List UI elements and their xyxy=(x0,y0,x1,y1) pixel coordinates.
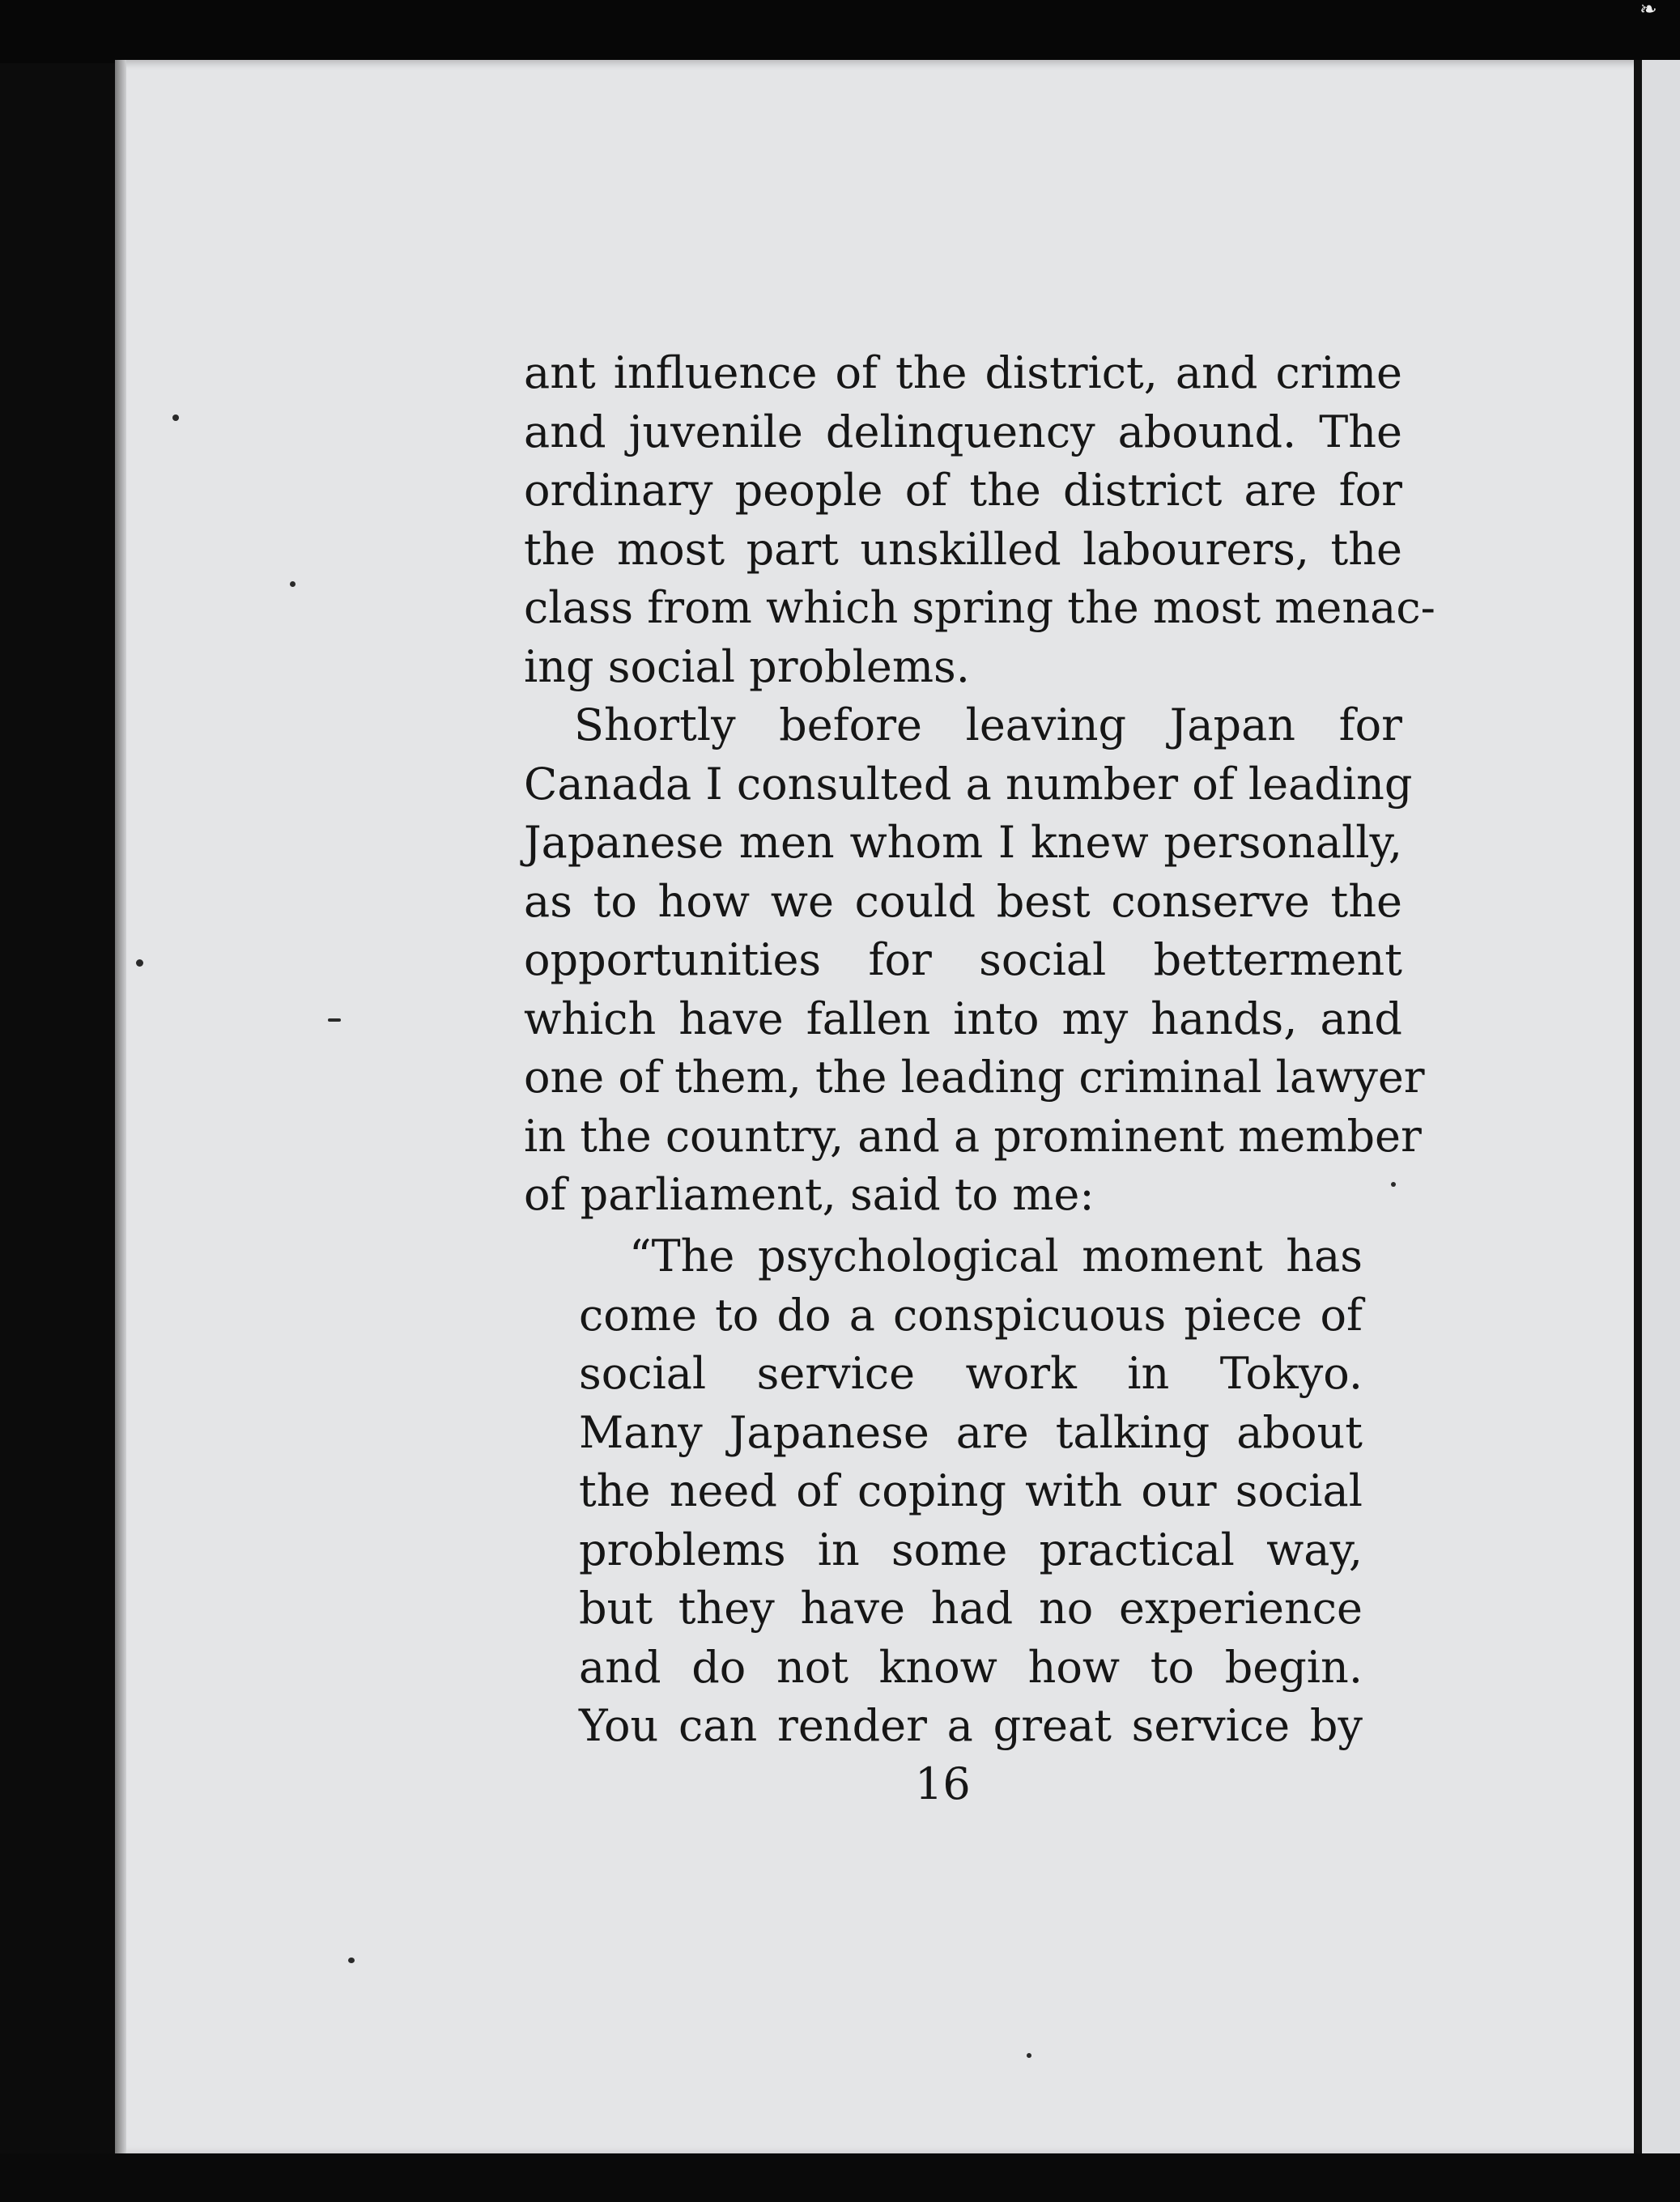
quote-line: “The psychological moment has xyxy=(629,1231,1363,1282)
text-line: and juvenile delinquency abound. The xyxy=(524,406,1402,457)
scan-border-top xyxy=(0,0,1680,63)
page-binding-edge xyxy=(115,60,126,2153)
text-line: class from which spring the most menac- xyxy=(524,582,1435,633)
text-line: in the country, and a prominent member xyxy=(524,1110,1422,1162)
page-number: 16 xyxy=(915,1758,971,1809)
quote-line: but they have had no experience xyxy=(579,1583,1363,1634)
text-line: ordinary people of the district are for xyxy=(524,465,1402,516)
text-line: Shortly before leaving Japan for xyxy=(574,699,1402,750)
page-gutter xyxy=(1634,60,1642,2153)
text-line: one of them, the leading criminal lawyer xyxy=(524,1052,1425,1103)
dust-speck xyxy=(172,414,179,421)
dust-speck xyxy=(348,1958,355,1963)
adjacent-page-edge xyxy=(1642,60,1680,2153)
text-line: as to how we could best conserve the xyxy=(524,875,1402,927)
quote-line: social service work in Tokyo. xyxy=(579,1348,1363,1399)
text-line: ant influence of the district, and crime xyxy=(524,347,1402,398)
dust-speck xyxy=(136,959,143,967)
dust-speck xyxy=(328,1018,341,1022)
quote-line: come to do a conspicuous piece of xyxy=(579,1289,1363,1341)
text-line: Japanese men whom I knew personally, xyxy=(524,817,1402,868)
dust-speck xyxy=(1027,2053,1031,2058)
dust-speck xyxy=(290,581,296,587)
scan-border-bottom xyxy=(0,2153,1680,2202)
text-line: Canada I consulted a number of leading xyxy=(524,758,1413,810)
text-line: the most part unskilled labourers, the xyxy=(524,523,1402,575)
quotation-block xyxy=(579,1227,1363,1756)
quote-line: problems in some practical way, xyxy=(579,1524,1363,1575)
text-line: ing social problems. xyxy=(524,640,970,692)
scan-artifact-icon: ❧ xyxy=(1640,0,1657,22)
text-line: which have fallen into my hands, and xyxy=(524,993,1402,1044)
quote-line: the need of coping with our social xyxy=(579,1465,1363,1516)
quote-line: and do not know how to begin. xyxy=(579,1641,1363,1693)
text-line: opportunities for social betterment xyxy=(524,934,1402,985)
text-line: of parliament, said to me: xyxy=(524,1169,1095,1220)
quote-line: You can render a great service by xyxy=(579,1700,1363,1751)
quote-line: Many Japanese are talking about xyxy=(579,1406,1363,1458)
body-text xyxy=(524,344,1435,1225)
